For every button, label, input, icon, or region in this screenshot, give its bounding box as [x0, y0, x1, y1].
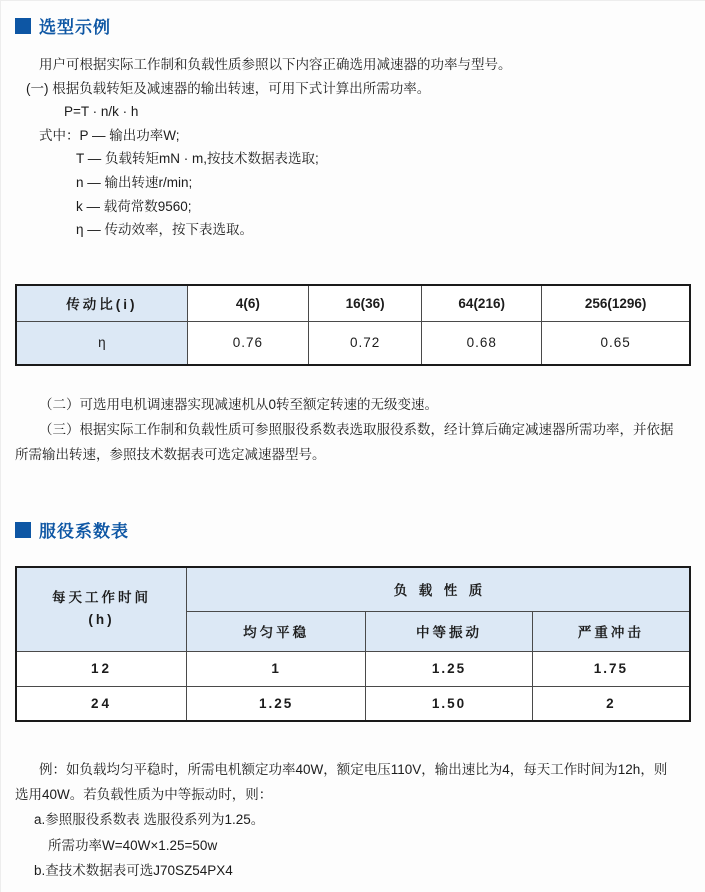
section-heading-selection-example — [15, 13, 111, 38]
section-heading-service-factor — [15, 517, 129, 542]
eta-value-2: 0.72 — [309, 321, 422, 365]
efficiency-table-value-row — [16, 321, 690, 365]
daily-hours-label-line1: 每天工作时间 — [52, 590, 151, 606]
eta-value-4: 0.65 — [542, 321, 690, 365]
factor-12-uniform: 1 — [187, 651, 366, 686]
item-2-line: （二）可选用电机调速器实现减速机从0转至额定转速的无级变速。 — [39, 397, 439, 412]
section-title: 选型示例 — [39, 18, 111, 37]
factor-24-severe: 2 — [532, 686, 690, 721]
service-table-row-12h — [16, 651, 690, 686]
selection-intro-block — [15, 53, 692, 242]
formula-def-n: n — 输出转速r/min; — [76, 174, 193, 190]
header-load-nature: 负载性质 — [187, 567, 690, 611]
header-ratio-1: 4(6) — [187, 285, 308, 321]
example-block — [15, 757, 692, 883]
service-table-group-header-row — [16, 567, 690, 611]
header-moderate-vibration: 中等振动 — [366, 611, 532, 651]
efficiency-table-header-row — [16, 285, 690, 321]
intro-line: 用户可根据实际工作制和负载性质参照以下内容正确选用减速器的功率与型号。 — [39, 57, 512, 72]
service-table-row-24h — [16, 686, 690, 721]
example-item-b: b.查技术数据表可选J70SZ54PX4 — [34, 862, 233, 878]
header-severe-impact: 严重冲击 — [532, 611, 690, 651]
item-3-line-1: （三）根据实际工作制和负载性质可参照服役系数表选取服役系数，经计算后确定减速器所需功率，并依据 — [39, 422, 674, 438]
formula-def-T: T — 负载转矩mN · m,按技术数据表选取; — [76, 151, 319, 167]
hours-24: 24 — [16, 686, 187, 721]
formula-def-k: k — 载荷常数9560; — [76, 198, 192, 214]
efficiency-table — [15, 284, 691, 366]
header-transmission-ratio: 传动比(i) — [16, 285, 187, 321]
factor-12-severe: 1.75 — [532, 651, 690, 686]
daily-hours-label-line2: (h) — [88, 612, 115, 628]
hours-12: 12 — [16, 651, 187, 686]
row-label-eta: η — [16, 321, 187, 365]
formula-line: P=T · n/k · h — [64, 104, 139, 120]
item-3-line-2: 所需输出转速，参照技术数据表可选定减速器型号。 — [15, 447, 326, 463]
header-ratio-3: 64(216) — [422, 285, 542, 321]
selection-items-block — [15, 392, 692, 468]
formula-where-line: 式中：P — 输出功率W; — [39, 127, 180, 143]
factor-24-uniform: 1.25 — [187, 686, 366, 721]
example-item-a: a.参照服役系数表 选服役系列为1.25。 — [34, 812, 265, 828]
factor-12-moderate: 1.25 — [366, 651, 532, 686]
eta-value-1: 0.76 — [187, 321, 308, 365]
example-line-1: 例：如负载均匀平稳时，所需电机额定功率40W，额定电压110V，输出速比为4，每天工作时间为12h，则 — [39, 762, 668, 777]
header-uniform-steady: 均匀平稳 — [187, 611, 366, 651]
section-marker-icon — [15, 18, 31, 34]
formula-def-eta: η — 传动效率，按下表选取。 — [76, 222, 254, 238]
section-title: 服役系数表 — [39, 522, 129, 541]
header-ratio-2: 16(36) — [309, 285, 422, 321]
header-ratio-4: 256(1296) — [542, 285, 690, 321]
example-line-2: 选用40W。若负载性质为中等振动时，则： — [15, 787, 273, 803]
item-1-line: (一) 根据负载转矩及减速器的输出转速，可用下式计算出所需功率。 — [26, 80, 431, 96]
header-daily-working-hours — [16, 567, 187, 651]
section-marker-icon — [15, 522, 31, 538]
eta-value-3: 0.68 — [422, 321, 542, 365]
example-item-a-power: 所需功率W=40W×1.25=50w — [48, 837, 218, 853]
factor-24-moderate: 1.50 — [366, 686, 532, 721]
service-factor-table — [15, 566, 691, 722]
